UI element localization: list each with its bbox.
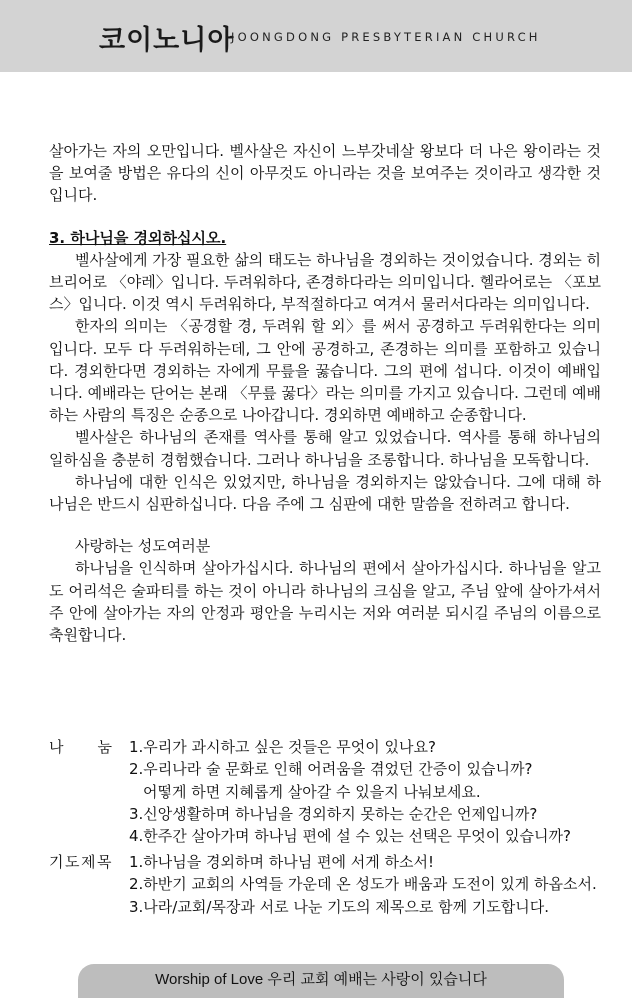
closing-paragraph: 하나님을 인식하며 살아가십시다. 하나님의 편에서 살아가십시다. 하나님을 알고도 어리석은 술파티를 하는 것이 아니라 하나님의 크심을 알고, 주님 앞에 살아가셔서 주 안에 살아가는 자의 안정과 평안을 누리시는 저와 여러분 되시길 주님의 이름으로 축원합니다.: [49, 559, 601, 645]
page-header: [0, 0, 632, 72]
sharing-section: [49, 736, 601, 847]
prayer-section: [49, 851, 601, 918]
footer-banner: Worship of Love 우리 교회 예배는 사랑이 있습니다: [78, 964, 564, 998]
prayer-items: [49, 851, 601, 918]
intro-paragraph: 살아가는 자의 오만입니다. 벨사살은 자신이 느부갓네살 왕보다 더 나은 왕이라는 것을 보여줄 방법은 유다의 신이 아무것도 아니라는 것을 보여주는 것이라고 생각한 것입니다.: [49, 142, 601, 205]
greeting-line: 사랑하는 성도여러분: [75, 537, 211, 556]
section-heading: 3. 하나님을 경외하십시오.: [49, 228, 227, 247]
prayer-label: 기도제목: [49, 853, 113, 871]
body-paragraph: 한자의 의미는 〈공경할 경, 두려워 할 외〉를 써서 공경하고 두려워한다는 의미입니다. 모두 다 두려워하는데, 그 안에 공경하고, 존경하는 의미를 포함하고 있습니다. 경외한다면 경외하는 자에게 무릎을 꿇습니다. 그의 편에 섭니다. 이것이 예배입니다. 예배라는 단어는 본래 〈무릎 꿇다〉라는 의미를 가지고 있습니다. 그런데 예배하는 사람의 특징은 순종으로 나아갑니다. 경외하면 예배하고 순종합니다.: [49, 317, 601, 425]
sharing-question: 4.한주간 살아가며 하나님 편에 설 수 있는 선택은 무엇이 있습니까?: [129, 827, 571, 846]
sharing-label-char: 눔: [97, 738, 112, 756]
church-name: JOONGDONG PRESBYTERIAN CHURCH: [231, 30, 541, 44]
sharing-question: 1.우리가 과시하고 싶은 것들은 무엇이 있나요?: [129, 738, 436, 756]
prayer-item: 2.하반기 교회의 사역들 가운데 온 성도가 배움과 도전이 있게 하옵소서.: [129, 875, 597, 894]
sharing-question-sub: 어떻게 하면 지혜롭게 살아갈 수 있을지 나눠보세요.: [143, 782, 481, 801]
body-paragraph: 벨사살에게 가장 필요한 삶의 태도는 하나님을 경외하는 것이었습니다. 경외는 히브리어로 〈야레〉입니다. 두려워하다, 존경하다라는 의미입니다. 헬라어로는 〈포보스〉입니다. 이것 역시 두려워하다, 부적절하다고 여겨서 물러서다라는 의미입니다.: [49, 250, 601, 314]
brand-title: 코이노니아: [99, 25, 235, 56]
prayer-item: 1.하나님을 경외하며 하나님 편에 서게 하소서!: [129, 853, 434, 871]
sharing-questions: [49, 736, 601, 847]
prayer-item: 3.나라/교회/목장과 서로 나눈 기도의 제목으로 함께 기도합니다.: [129, 897, 550, 916]
sharing-question: 2.우리나라 술 문화로 인해 어려움을 겪었던 간증이 있습니까?: [129, 760, 533, 779]
body-paragraph: 하나님에 대한 인식은 있었지만, 하나님을 경외하지는 않았습니다. 그에 대해 하나님은 반드시 심판하십니다. 다음 주에 그 심판에 대한 말씀을 전하려고 합니다.: [49, 472, 601, 514]
sharing-label-char: 나: [49, 738, 64, 756]
sermon-body: [49, 140, 601, 646]
sharing-label: [49, 736, 112, 758]
body-paragraph: 벨사살은 하나님의 존재를 역사를 통해 알고 있었습니다. 역사를 통해 하나님의 일하심을 충분히 경험했습니다. 그러나 하나님을 조롱합니다. 하나님을 모독합니다.: [49, 428, 601, 469]
sharing-question: 3.신앙생활하며 하나님을 경외하지 못하는 순간은 언제입니까?: [129, 804, 538, 823]
